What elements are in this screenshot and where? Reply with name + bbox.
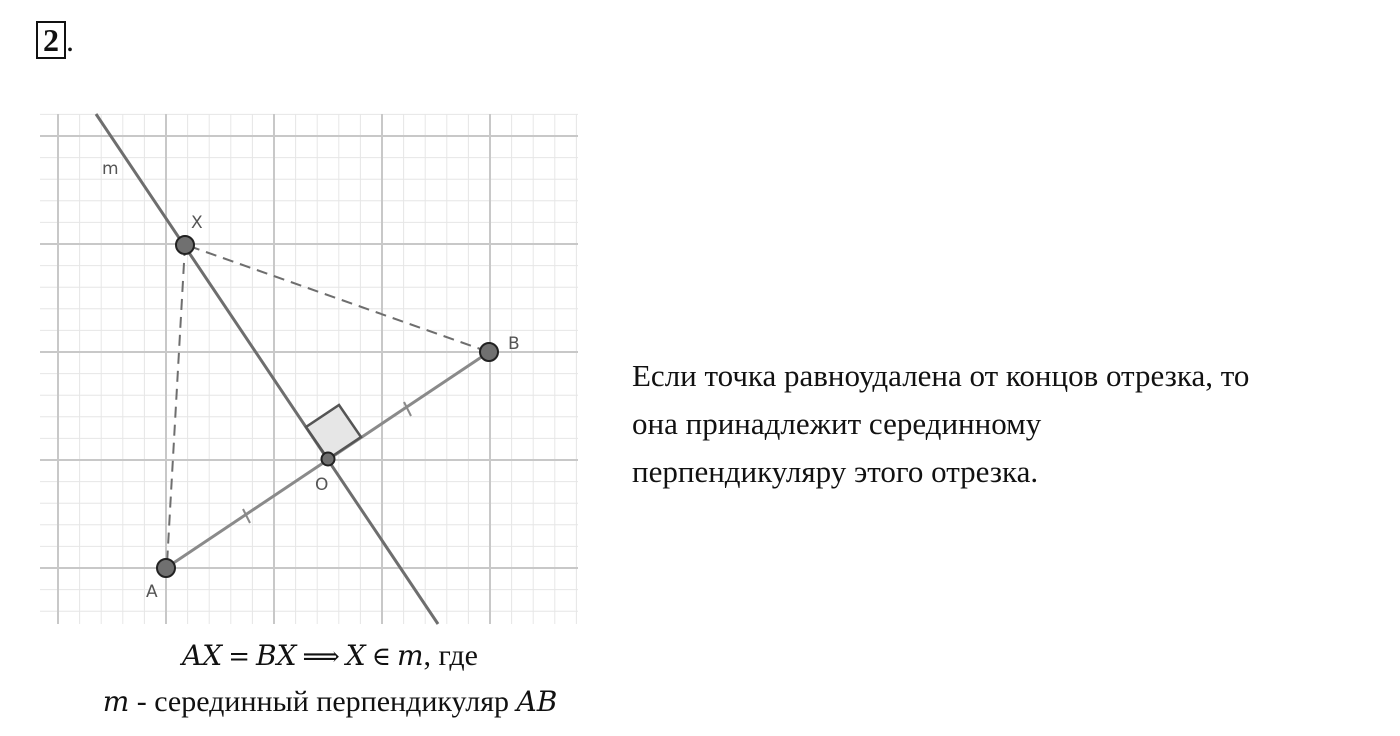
point-b [480, 343, 498, 361]
problem-number-dot: . [66, 22, 74, 58]
label-x: X [191, 213, 203, 233]
label-a: A [146, 582, 158, 602]
dashed-segment-xb [189, 246, 486, 351]
statement-line-2: она принадлежит серединному [632, 406, 1042, 441]
geometry-figure [36, 112, 584, 632]
major-grid [40, 114, 578, 624]
math-implies: ⟹ [302, 642, 340, 672]
caption-definition-text: - серединный перпендикуляр [129, 685, 517, 718]
dashed-segment-xa [167, 245, 185, 564]
math-bx: BX [256, 639, 297, 672]
label-b: B [508, 334, 520, 354]
point-x [176, 236, 194, 254]
theorem-statement [632, 352, 1372, 496]
caption-where: , где [423, 639, 478, 672]
math-m: m [396, 639, 424, 672]
math-x: X [345, 639, 366, 672]
math-ax: AX [182, 639, 223, 672]
problem-number-box: 2 [36, 21, 66, 59]
math-ab: AB [516, 685, 558, 718]
figure-svg [36, 112, 584, 632]
caption-formula [30, 636, 630, 677]
line-m [96, 114, 438, 624]
caption-definition [30, 682, 630, 722]
minor-grid [40, 114, 578, 624]
math-equals: = [228, 642, 250, 672]
point-a [157, 559, 175, 577]
problem-number [36, 20, 74, 60]
math-m-definition: m [102, 685, 130, 718]
right-angle-marker [306, 405, 361, 459]
label-o: O [315, 475, 329, 495]
point-o [322, 453, 335, 466]
math-element-of: ∈ [371, 642, 391, 672]
statement-line-3: перпендикуляру этого отрезка. [632, 454, 1039, 489]
statement-line-1: Если точка равноудалена от концов отрезка, то [632, 358, 1250, 393]
label-m: m [102, 159, 119, 179]
